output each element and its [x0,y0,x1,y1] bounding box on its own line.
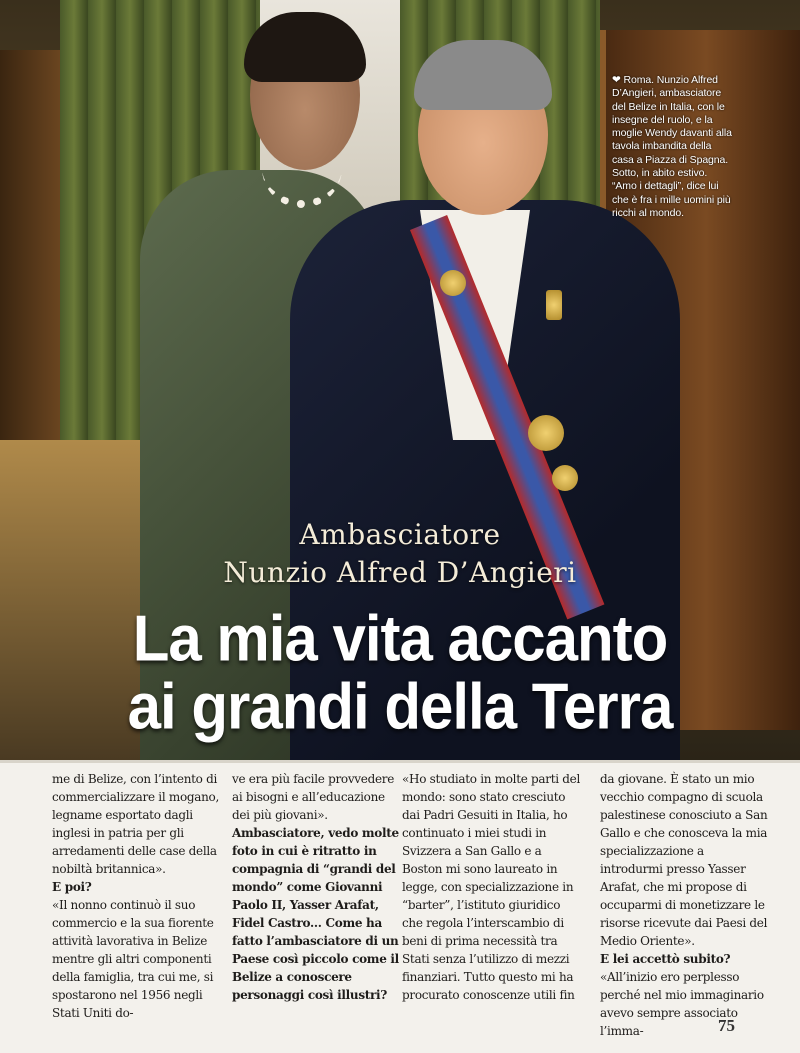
page-number: 75 [718,1016,735,1035]
headline-line-1: La mia vita accanto [132,602,668,675]
paragraph: me di Belize, con l’intento di commercializzare il mogano, legname esportato dagli inglesi in patria per gli arredamenti delle case della nobiltà britannica». [52,772,219,876]
paragraph: «Ho studiato in molte parti del mondo: sono stato cresciuto dai Padri Gesuiti in Italia, ho continuato i miei studi in Svizzera a San Gallo e a Boston mi sono laureato in legge, con specializzazione in “barter”, l’istituto giuridico che regola l’interscambio di beni di prima necessità tra Stati senza l’utilizzo di mezzi finanziari. Tutto questo mi ha procurato conoscenze utili fin [402,772,581,1002]
headline-line-2: ai grandi della Terra [127,670,673,743]
paragraph: «All’inizio ero perplesso perché nel mio immaginario avevo sempre associato l’imma- [600,970,764,1038]
paragraph: da giovane. È stato un mio vecchio compagno di scuola palestinese conosciuto a San Gallo e che conosceva la mia specializzazione a introdurmi presso Yasser Arafat, che mi propose di occuparmi di monetizzare le risorse ricevute dai Paesi del Medio Oriente». [600,772,768,948]
interview-question: E poi? [52,880,92,894]
paragraph: «Il nonno continuò il suo commercio e la sua fiorente attività lavorativa in Belize mentre gli altri componenti della famiglia, tra cui me, si spostarono nel 1956 negli Stati Uniti do- [52,898,214,1020]
caption-text: Roma. Nunzio Alfred D’Angieri, ambasciatore del Belize in Italia, con le insegne del ruolo, e la moglie Wendy davanti alla tavola imbandita della casa a Piazza di Spagna. Sotto, in abito estivo. “Amo i dettagli”, dice lui che è fra i mille uomini più ricchi al mondo. [612,74,732,219]
article-column-3 [402,770,582,1004]
medal-icon [440,270,466,296]
heart-icon: ❤ [612,74,621,86]
article-column-2 [232,770,400,1004]
article-column-4 [600,770,768,1040]
interview-question: E lei accettò subito? [600,952,731,966]
star-medal-icon [528,415,564,451]
subtitle-role: Ambasciatore [299,518,501,551]
paragraph: ve era più facile provvedere ai bisogni e all’educazione dei più giovani». [232,772,394,822]
medal-icon [552,465,578,491]
subtitle-name: Nunzio Alfred D’Angieri [223,556,577,589]
divider [0,760,800,763]
interview-question: Ambasciatore, vedo molte foto in cui è ritratto in compagnia di “grandi del mondo” come Giovanni Paolo II, Yasser Arafat, Fidel Castro... Come ha fatto l’ambasciatore di un Paese così piccolo come il Belize a conoscere personaggi così illustri? [232,826,399,1002]
article-column-1 [52,770,220,1022]
photo-caption [612,74,734,220]
ribbon-medal-icon [546,290,562,320]
